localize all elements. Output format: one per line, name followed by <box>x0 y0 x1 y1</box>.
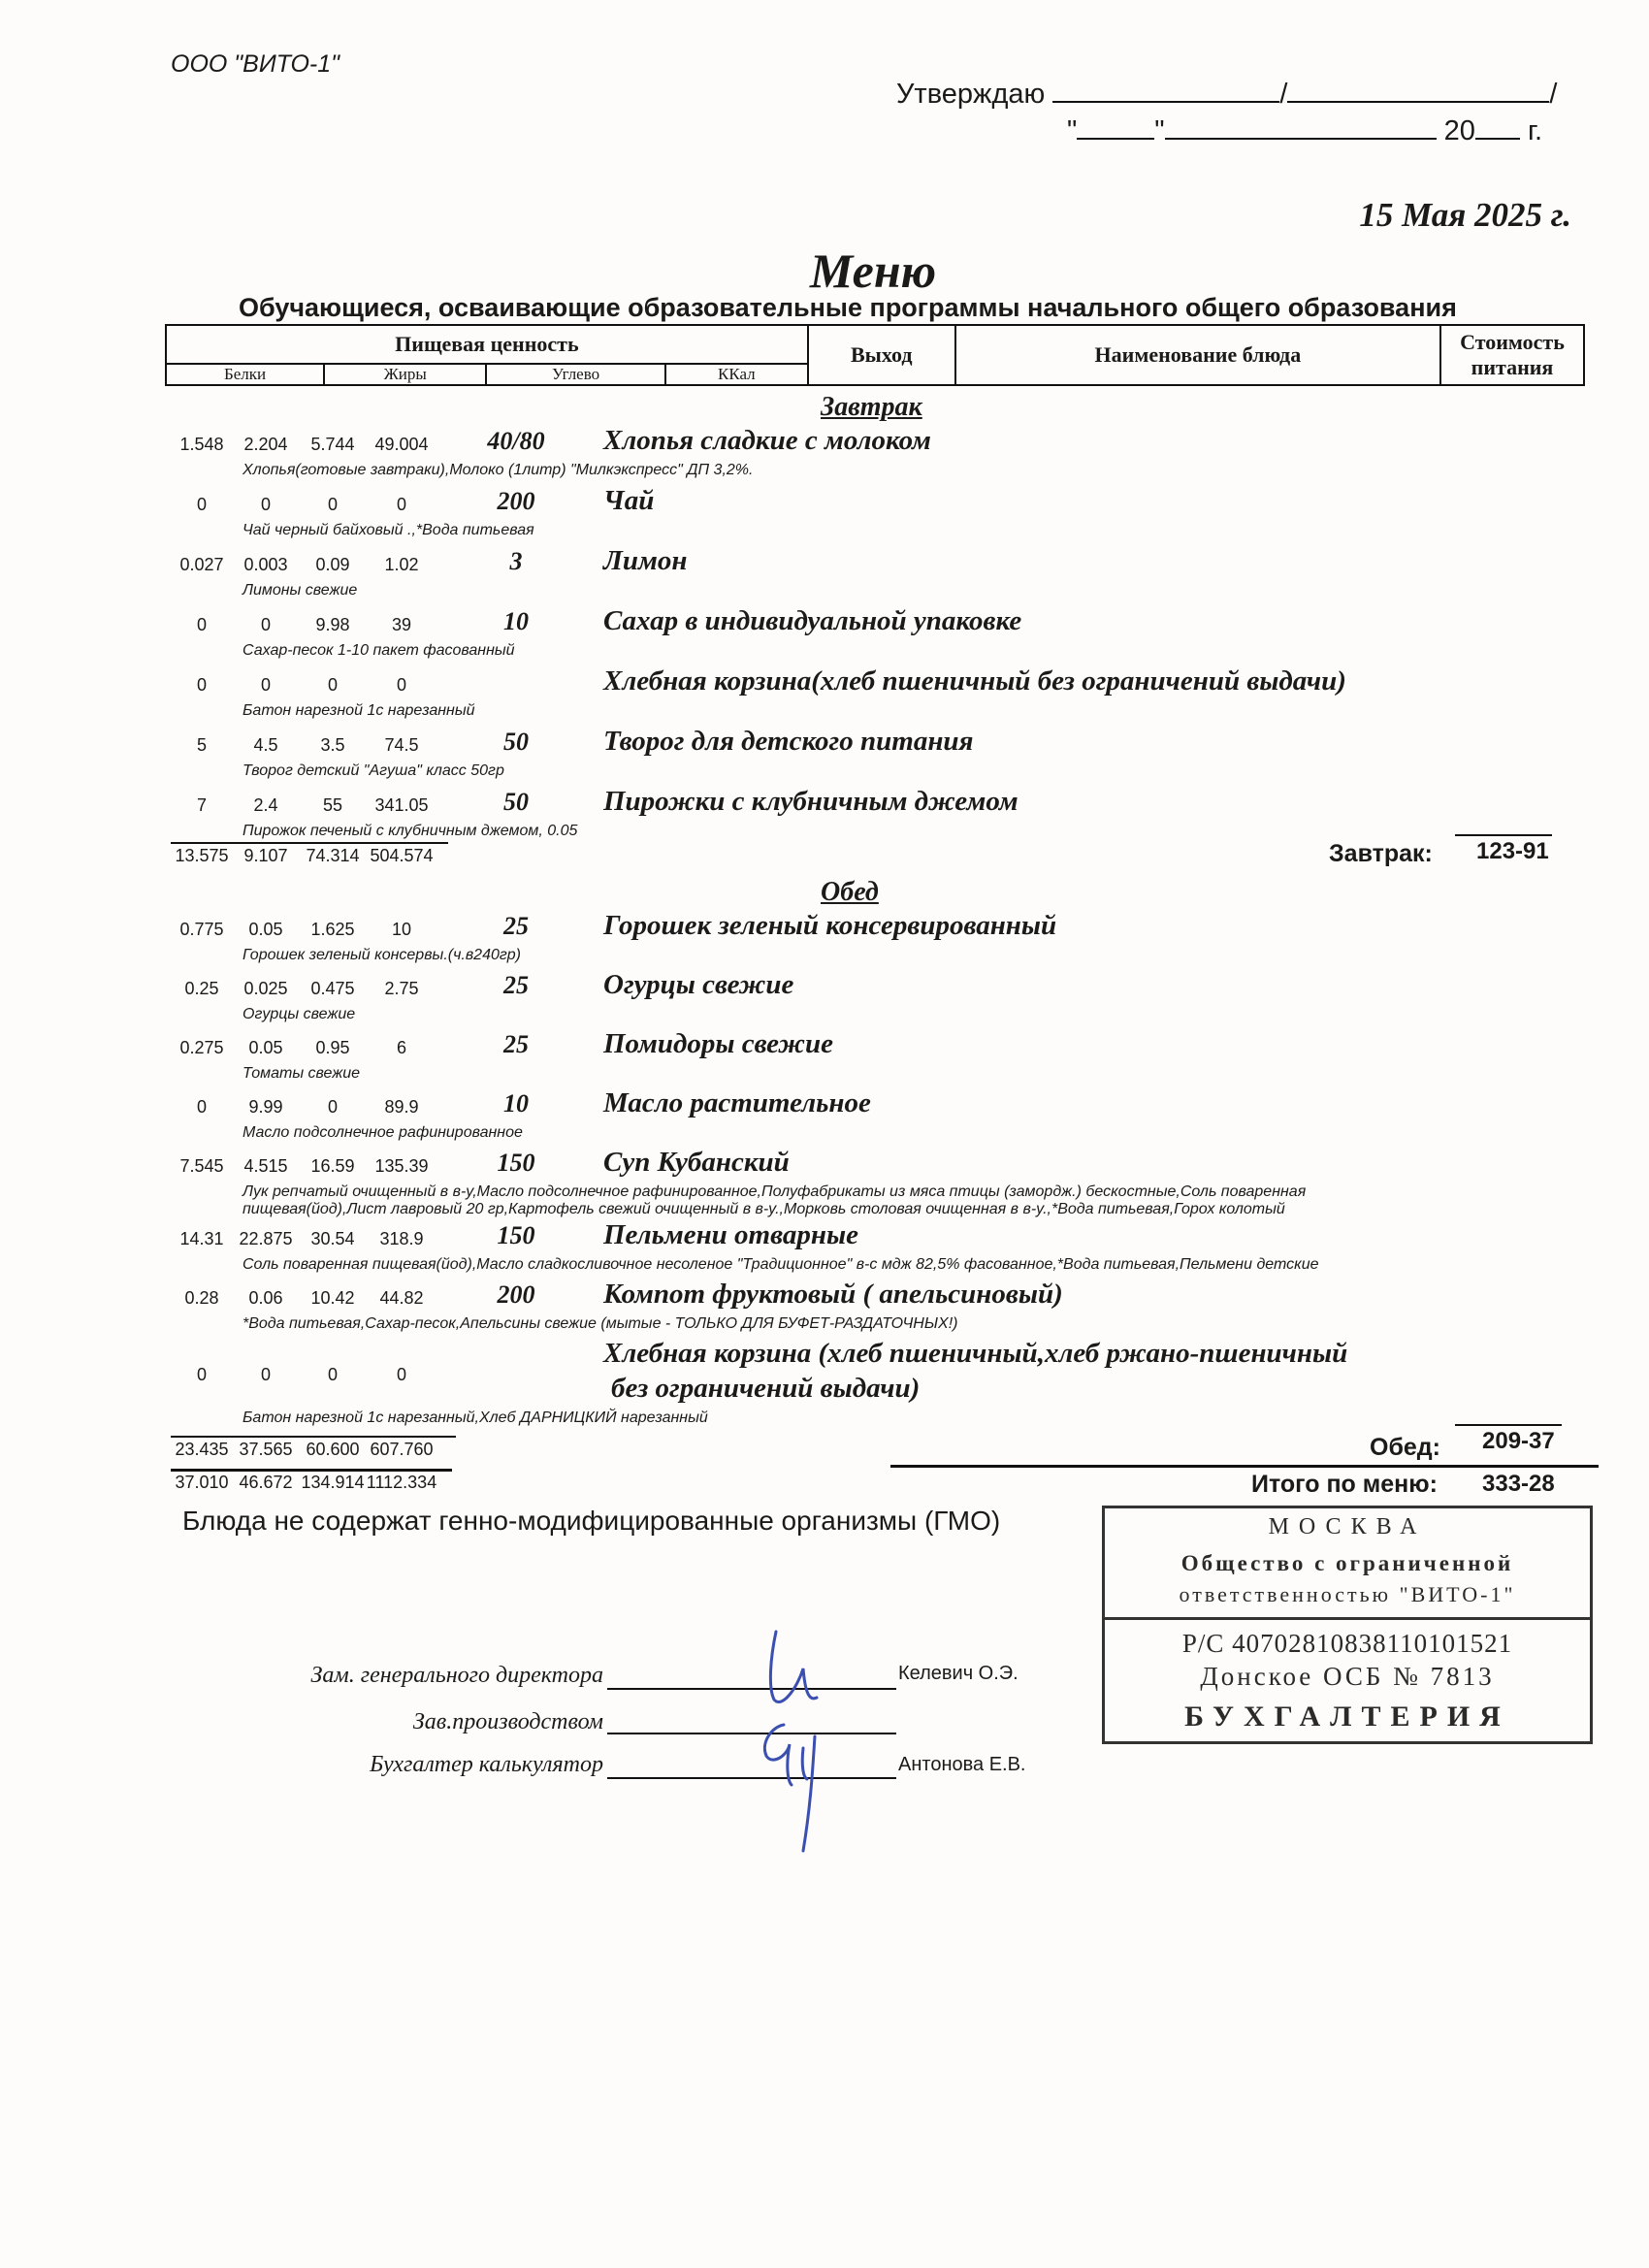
date-quote-open: " <box>1067 115 1078 146</box>
lunch-item-1-kcal: 2.75 <box>384 979 419 998</box>
fat-header: Жиры <box>324 364 486 385</box>
breakfast-item-yield: 10 <box>503 607 529 635</box>
approve-blank-2 <box>1287 78 1549 103</box>
signature-name-3: Антонова Е.В. <box>898 1754 1026 1775</box>
menu-date: 15 Мая 2025 г. <box>1359 196 1571 234</box>
lunch-item-1-fat: 0.025 <box>243 979 288 998</box>
lunch-item-4-protein: 7.545 <box>179 1156 224 1176</box>
menu-table-header <box>165 324 1585 386</box>
grand-result-label: Итого по меню: <box>1251 1471 1438 1498</box>
breakfast-result-line <box>1455 834 1552 836</box>
lunch-item-0-fat: 0.05 <box>248 920 283 939</box>
lunch-item-ingredients-cont: пищевая(йод),Лист лавровый 20 гр,Картофель свежий очищенный в в-у.,Морковь столовая очищенная в в-у.,*Вода питьевая,Горох колотый <box>242 1201 1285 1217</box>
breakfast-item-6-carbs: 55 <box>322 795 343 815</box>
breakfast-item-yield: 200 <box>497 487 535 515</box>
approve-label: Утверждаю <box>896 79 1046 110</box>
page-title: Меню <box>809 243 937 298</box>
grand-totals-line <box>171 1469 452 1472</box>
lunch-item-5-carbs: 30.54 <box>310 1229 355 1248</box>
breakfast-item-3-fat: 0 <box>260 615 271 634</box>
lunch-section-title: Обед <box>821 877 879 907</box>
signature-name-1: Келевич О.Э. <box>898 1663 1018 1684</box>
signature-role-3: Бухгалтер калькулятор <box>370 1752 603 1777</box>
lunch-item-1-protein: 0.25 <box>184 979 219 998</box>
lunch-item-6-carbs: 10.42 <box>310 1288 355 1308</box>
approve-separator-end: / <box>1549 79 1558 110</box>
lunch-item-name: Суп Кубанский <box>603 1147 790 1178</box>
breakfast-item-name: Чай <box>603 485 655 516</box>
lunch-total-kcal: 607.760 <box>370 1440 434 1459</box>
lunch-item-5-kcal: 318.9 <box>379 1229 424 1248</box>
breakfast-item-name: Хлебная корзина(хлеб пшеничный без ограничений выдачи) <box>603 665 1346 697</box>
lunch-item-name: Компот фруктовый ( апельсиновый) <box>603 1279 1063 1310</box>
date-day-blank <box>1077 114 1154 140</box>
stamp-department: БУХГАЛТЕРИЯ <box>1184 1701 1510 1733</box>
lunch-item-6-fat: 0.06 <box>248 1288 283 1308</box>
cost-header: Стоимость питания <box>1440 325 1584 385</box>
breakfast-item-ingredients: Чай черный байховый .,*Вода питьевая <box>242 522 534 538</box>
breakfast-item-0-protein: 1.548 <box>179 435 224 454</box>
stamp-bank: Донское ОСБ № 7813 <box>1200 1662 1495 1691</box>
breakfast-item-2-kcal: 1.02 <box>384 555 419 574</box>
breakfast-item-4-carbs: 0 <box>327 675 338 695</box>
protein-header: Белки <box>166 364 324 385</box>
breakfast-item-name: Сахар в индивидуальной упаковке <box>603 605 1022 636</box>
lunch-total-fat: 37.565 <box>239 1440 293 1459</box>
breakfast-total-carbs: 74.314 <box>306 846 360 865</box>
breakfast-item-yield: 50 <box>503 728 529 756</box>
lunch-item-3-protein: 0 <box>196 1097 207 1117</box>
lunch-item-yield: 150 <box>497 1221 535 1249</box>
signature-role-1: Зам. генерального директора <box>310 1663 603 1688</box>
approval-date-line <box>1067 114 1542 147</box>
dish-header: Наименование блюда <box>955 325 1440 385</box>
breakfast-item-0-carbs: 5.744 <box>310 435 355 454</box>
lunch-item-4-carbs: 16.59 <box>310 1156 355 1176</box>
breakfast-item-ingredients: Лимоны свежие <box>242 582 358 599</box>
lunch-item-2-fat: 0.05 <box>248 1038 283 1057</box>
lunch-item-yield: 25 <box>503 971 529 999</box>
breakfast-total-fat: 9.107 <box>243 846 288 865</box>
lunch-item-ingredients: Томаты свежие <box>242 1065 361 1082</box>
breakfast-item-0-fat: 2.204 <box>243 435 288 454</box>
breakfast-item-4-protein: 0 <box>196 675 207 695</box>
stamp-city: МОСКВА <box>1268 1514 1427 1539</box>
organization-name: ООО "ВИТО-1" <box>171 50 340 78</box>
lunch-item-2-protein: 0.275 <box>179 1038 224 1057</box>
breakfast-item-yield: 40/80 <box>487 427 545 455</box>
breakfast-total-kcal: 504.574 <box>370 846 434 865</box>
lunch-item-yield: 10 <box>503 1089 529 1118</box>
breakfast-item-6-kcal: 341.05 <box>374 795 429 815</box>
lunch-item-yield: 150 <box>497 1149 535 1177</box>
breakfast-item-6-protein: 7 <box>196 795 207 815</box>
approve-blank-1 <box>1052 78 1279 103</box>
stamp-line-1: Общество с ограниченной <box>1180 1551 1514 1575</box>
breakfast-item-ingredients: Хлопья(готовые завтраки),Молоко (1литр) "Милкэкспресс" ДП 3,2%. <box>242 462 754 478</box>
date-month-blank <box>1165 114 1437 140</box>
lunch-item-name: Горошек зеленый консервированный <box>603 910 1057 941</box>
grand-total-kcal: 1112.334 <box>366 1473 437 1492</box>
lunch-item-5-fat: 22.875 <box>239 1229 293 1248</box>
breakfast-item-5-kcal: 74.5 <box>384 735 419 755</box>
approve-separator: / <box>1279 79 1288 110</box>
breakfast-item-4-kcal: 0 <box>396 675 406 695</box>
page-subtitle: Обучающиеся, осваивающие образовательные программы начального общего образования <box>239 293 1457 322</box>
lunch-result-line <box>1455 1424 1562 1426</box>
breakfast-item-3-carbs: 9.98 <box>315 615 350 634</box>
lunch-item-7-kcal: 0 <box>396 1365 406 1384</box>
grand-result-line <box>890 1465 1599 1468</box>
breakfast-item-ingredients: Творог детский "Агуша" класс 50гр <box>242 762 504 779</box>
lunch-item-2-kcal: 6 <box>396 1038 406 1057</box>
breakfast-item-4-fat: 0 <box>260 675 271 695</box>
lunch-item-yield: 200 <box>497 1280 535 1309</box>
breakfast-item-6-fat: 2.4 <box>253 795 278 815</box>
lunch-item-7-protein: 0 <box>196 1365 207 1384</box>
breakfast-item-ingredients: Батон нарезной 1с нарезанный <box>242 702 475 719</box>
signature-role-2: Зав.производством <box>412 1709 603 1734</box>
lunch-item-1-carbs: 0.475 <box>310 979 355 998</box>
stamp-account: Р/С 40702810838110101521 <box>1181 1629 1513 1658</box>
grand-total-protein: 37.010 <box>175 1473 229 1492</box>
carbs-header: Углево <box>486 364 665 385</box>
breakfast-item-name: Пирожки с клубничным джемом <box>603 786 1018 817</box>
lunch-item-2-carbs: 0.95 <box>315 1038 350 1057</box>
lunch-item-name-cont: без ограничений выдачи) <box>611 1373 921 1404</box>
lunch-item-6-protein: 0.28 <box>184 1288 219 1308</box>
date-year-suffix: г. <box>1527 115 1543 146</box>
handwritten-signature-icon <box>718 1620 873 1853</box>
lunch-item-yield: 25 <box>503 1030 529 1058</box>
lunch-item-name: Огурцы свежие <box>603 969 794 1000</box>
lunch-item-3-kcal: 89.9 <box>384 1097 419 1117</box>
lunch-item-name: Хлебная корзина (хлеб пшеничный,хлеб ржано-пшеничный <box>603 1338 1348 1369</box>
lunch-item-4-fat: 4.515 <box>243 1156 288 1176</box>
lunch-item-0-carbs: 1.625 <box>310 920 355 939</box>
grand-total-carbs: 134.914 <box>301 1473 365 1492</box>
breakfast-section-title: Завтрак <box>821 392 922 422</box>
lunch-item-ingredients: Горошек зеленый консервы.(ч.в240гр) <box>242 947 521 963</box>
breakfast-totals-line <box>171 842 448 844</box>
lunch-total-carbs: 60.600 <box>306 1440 360 1459</box>
stamp-line-2: ответственностью "ВИТО-1" <box>1179 1582 1516 1606</box>
breakfast-item-2-carbs: 0.09 <box>315 555 350 574</box>
breakfast-item-name: Творог для детского питания <box>603 726 974 757</box>
lunch-total-protein: 23.435 <box>175 1440 229 1459</box>
lunch-item-ingredients: Батон нарезной 1с нарезанный,Хлеб ДАРНИЦКИЙ нарезанный <box>242 1409 708 1426</box>
breakfast-item-ingredients: Сахар-песок 1-10 пакет фасованный <box>242 642 515 659</box>
breakfast-item-yield: 3 <box>509 547 523 575</box>
lunch-item-name: Помидоры свежие <box>603 1028 833 1059</box>
lunch-item-4-kcal: 135.39 <box>374 1156 429 1176</box>
lunch-item-ingredients: Огурцы свежие <box>242 1006 356 1022</box>
breakfast-item-5-protein: 5 <box>196 735 207 755</box>
breakfast-item-1-kcal: 0 <box>396 495 406 514</box>
lunch-item-ingredients: Масло подсолнечное рафинированное <box>242 1124 523 1141</box>
lunch-result-label: Обед: <box>1370 1434 1440 1461</box>
approval-line <box>896 78 1557 111</box>
nutrition-header: Пищевая ценность <box>166 325 808 364</box>
breakfast-result-label: Завтрак: <box>1329 840 1433 867</box>
breakfast-item-2-fat: 0.003 <box>243 555 288 574</box>
lunch-item-ingredients: Лук репчатый очищенный в в-у,Масло подсолнечное рафинированное,Полуфабрикаты из мяса птицы (замордж.) бескостные,Соль поваренная <box>242 1183 1307 1200</box>
company-stamp <box>1102 1506 1593 1744</box>
lunch-item-3-carbs: 0 <box>327 1097 338 1117</box>
lunch-result-value: 209-37 <box>1482 1428 1555 1454</box>
lunch-item-yield: 25 <box>503 912 529 940</box>
lunch-item-3-fat: 9.99 <box>248 1097 283 1117</box>
breakfast-result-value: 123-91 <box>1476 838 1549 864</box>
lunch-item-name: Пельмени отварные <box>603 1219 858 1250</box>
breakfast-item-5-carbs: 3.5 <box>320 735 345 755</box>
lunch-item-6-kcal: 44.82 <box>379 1288 424 1308</box>
lunch-totals-line <box>171 1436 456 1438</box>
lunch-item-ingredients: *Вода питьевая,Сахар-песок,Апельсины свежие (мытые - ТОЛЬКО ДЛЯ БУФЕТ-РАЗДАТОЧНЫХ!) <box>242 1315 958 1332</box>
breakfast-item-5-fat: 4.5 <box>253 735 278 755</box>
grand-total-fat: 46.672 <box>239 1473 293 1492</box>
breakfast-item-1-carbs: 0 <box>327 495 338 514</box>
stamp-divider <box>1105 1617 1590 1620</box>
lunch-item-0-protein: 0.775 <box>179 920 224 939</box>
lunch-item-0-kcal: 10 <box>391 920 412 939</box>
breakfast-item-2-protein: 0.027 <box>179 555 224 574</box>
breakfast-item-yield: 50 <box>503 788 529 816</box>
date-year-prefix: 20 <box>1443 115 1475 146</box>
lunch-item-name: Масло растительное <box>603 1087 871 1118</box>
grand-result-value: 333-28 <box>1482 1471 1555 1497</box>
breakfast-item-3-protein: 0 <box>196 615 207 634</box>
breakfast-item-name: Хлопья сладкие с молоком <box>603 425 931 456</box>
kcal-header: ККал <box>665 364 808 385</box>
date-quote-close: " <box>1154 115 1165 146</box>
lunch-item-7-carbs: 0 <box>327 1365 338 1384</box>
breakfast-item-name: Лимон <box>603 545 688 576</box>
breakfast-item-1-fat: 0 <box>260 495 271 514</box>
breakfast-item-0-kcal: 49.004 <box>374 435 429 454</box>
gmo-note: Блюда не содержат генно-модифицированные организмы (ГМО) <box>182 1506 1001 1536</box>
lunch-item-ingredients: Соль поваренная пищевая(йод),Масло сладкосливочное несоленое "Традиционное" в-с мдж 82,5% фасованное,*Вода питьевая,Пельмени детские <box>242 1256 1319 1273</box>
lunch-item-7-fat: 0 <box>260 1365 271 1384</box>
breakfast-item-ingredients: Пирожок печеный с клубничным джемом, 0.05 <box>242 823 578 839</box>
yield-header: Выход <box>808 325 955 385</box>
breakfast-item-1-protein: 0 <box>196 495 207 514</box>
breakfast-item-3-kcal: 39 <box>391 615 412 634</box>
lunch-item-5-protein: 14.31 <box>179 1229 224 1248</box>
breakfast-total-protein: 13.575 <box>175 846 229 865</box>
date-year-blank <box>1475 114 1520 140</box>
